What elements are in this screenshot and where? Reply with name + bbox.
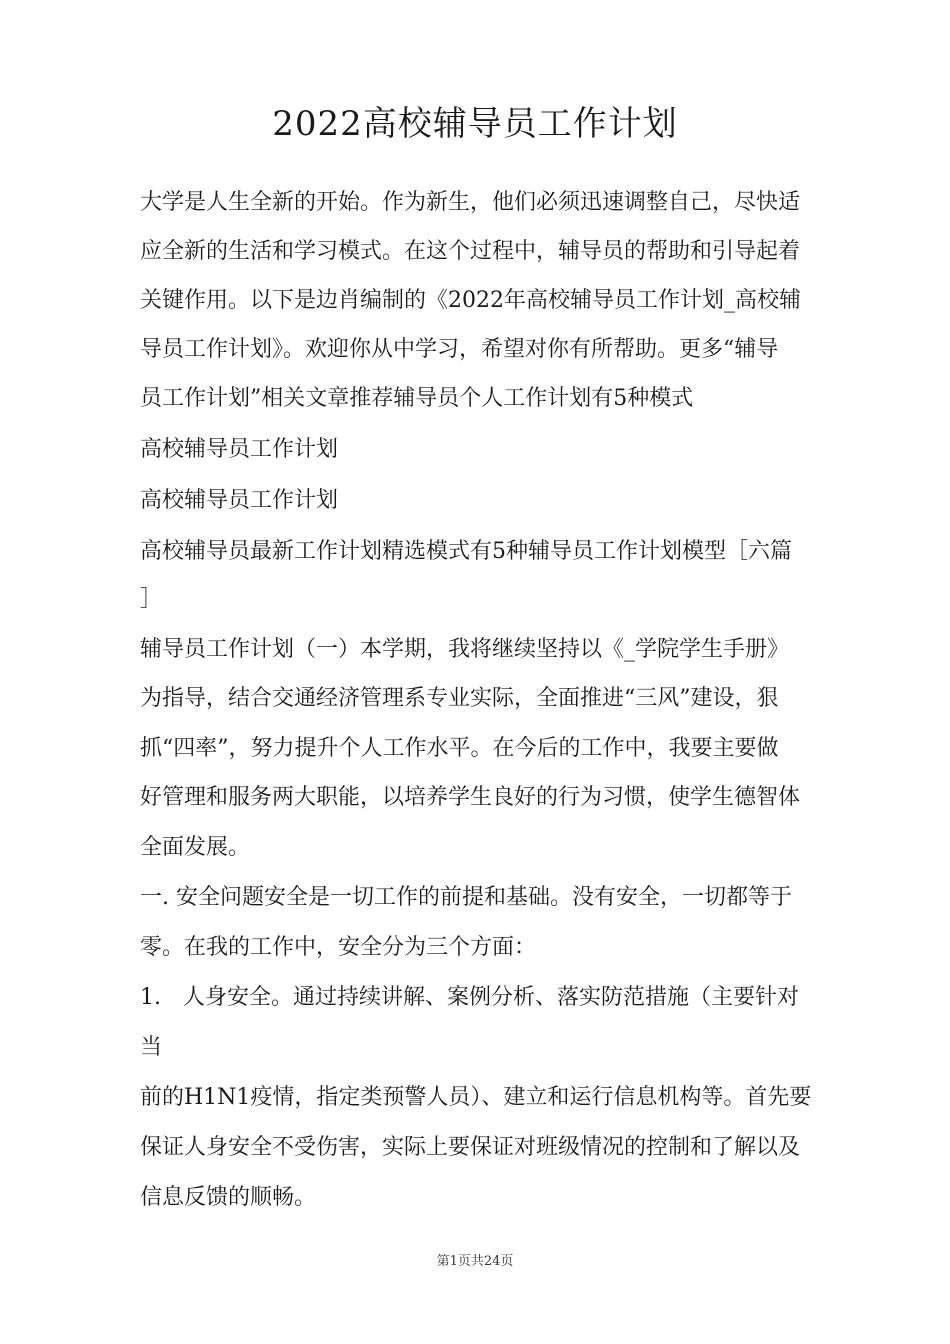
paragraph-line: 关键作用。以下是边肖编制的《2022年高校辅导员工作计划_高校辅: [140, 288, 801, 313]
page-footer: 第1页共24页: [436, 1254, 514, 1269]
paragraph-line: 导员工作计划》。欢迎你从中学习，希望对你有所帮助。更多“辅导: [140, 337, 779, 362]
paragraph-line: ］: [140, 587, 163, 612]
paragraph-line: 辅导员工作计划（一）本学期，我将继续坚持以《_学院学生手册》: [140, 637, 790, 662]
paragraph-line: 员工作计划”相关文章推荐辅导员个人工作计划有5种模式: [140, 386, 694, 411]
paragraph-line: 前的H1N1疫情，指定类预警人员）、建立和运行信息机构等。首先要: [140, 1085, 812, 1110]
paragraph-line: 一. 安全问题安全是一切工作的前提和基础。没有安全，一切都等于: [140, 885, 792, 910]
paragraph-line: 为指导，结合交通经济管理系专业实际，全面推进“三风”建设，狠: [140, 686, 779, 711]
paragraph-line: 大学是人生全新的开始。作为新生，他们必须迅速调整自己，尽快适: [140, 190, 801, 215]
document-title: 2022高校辅导员工作计划: [272, 104, 678, 144]
heading-line: 高校辅导员工作计划: [140, 488, 339, 513]
paragraph-line: 应全新的生活和学习模式。在这个过程中，辅导员的帮助和引导起着: [140, 239, 801, 264]
paragraph-line: 全面发展。: [140, 835, 251, 860]
paragraph-line: 1. 人身安全。通过持续讲解、案例分析、落实防范措施（主要针对: [140, 985, 799, 1010]
paragraph-line: 高校辅导员最新工作计划精选模式有5种辅导员工作计划模型［六篇: [140, 539, 792, 564]
paragraph-line: 零。在我的工作中，安全分为三个方面：: [140, 935, 537, 960]
paragraph-line: 当: [140, 1035, 163, 1060]
heading-line: 高校辅导员工作计划: [140, 437, 339, 462]
paragraph-line: 好管理和服务两大职能，以培养学生良好的行为习惯，使学生德智体: [140, 785, 801, 810]
paragraph-line: 信息反馈的顺畅。: [140, 1185, 317, 1210]
paragraph-line: 抓“四率”，努力提升个人工作水平。在今后的工作中，我要主要做: [140, 736, 779, 761]
paragraph-line: 保证人身安全不受伤害，实际上要保证对班级情况的控制和了解以及: [140, 1135, 801, 1160]
